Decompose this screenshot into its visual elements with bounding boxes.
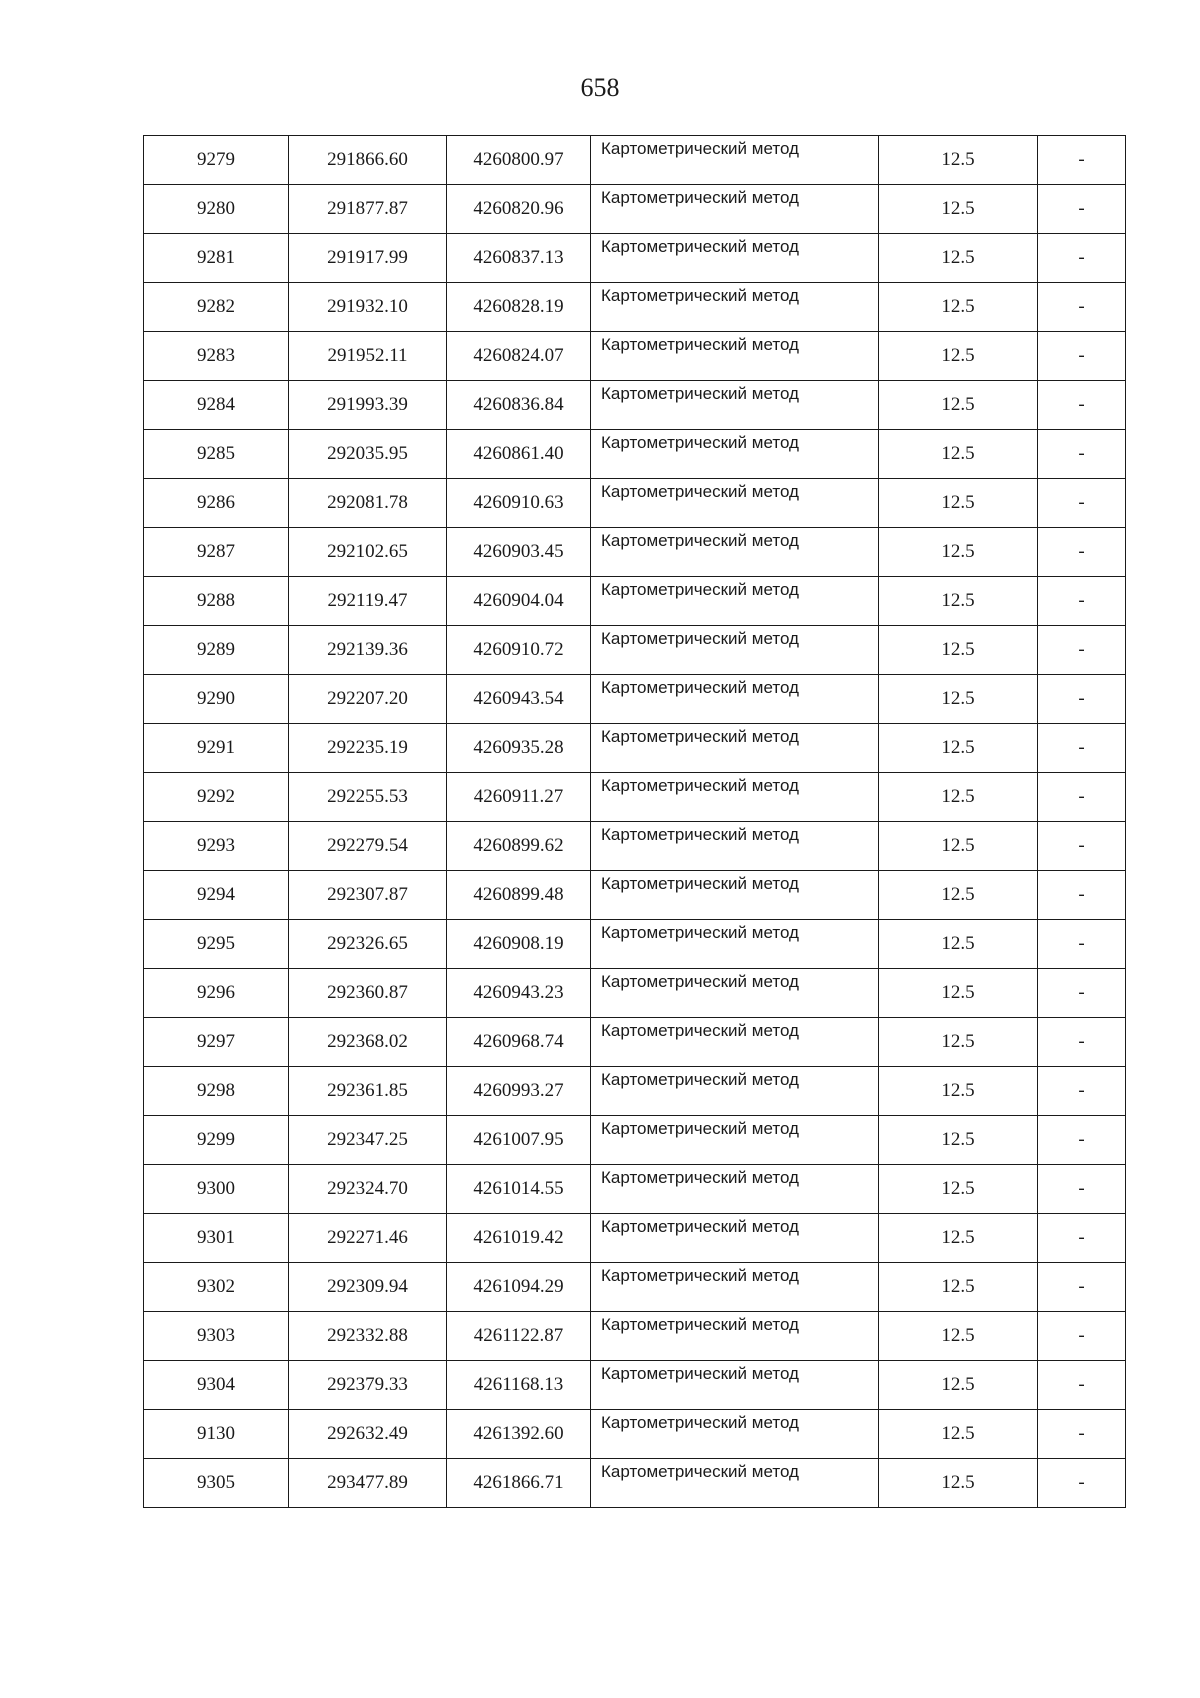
point-number-cell: 9300 (144, 1165, 289, 1214)
accuracy-cell: 12.5 (879, 1165, 1038, 1214)
method-cell: Картометрический метод (591, 1116, 879, 1165)
y-coordinate-cell: 4260837.13 (447, 234, 591, 283)
x-coordinate-cell: 292081.78 (289, 479, 447, 528)
method-cell: Картометрический метод (591, 234, 879, 283)
point-number-cell: 9296 (144, 969, 289, 1018)
accuracy-cell: 12.5 (879, 773, 1038, 822)
description-cell: - (1038, 822, 1126, 871)
table-row (144, 969, 1126, 1018)
method-cell: Картометрический метод (591, 773, 879, 822)
x-coordinate-cell: 292035.95 (289, 430, 447, 479)
point-number-cell: 9304 (144, 1361, 289, 1410)
page-number: 658 (580, 73, 620, 102)
point-number-cell: 9286 (144, 479, 289, 528)
x-coordinate-cell: 292632.49 (289, 1410, 447, 1459)
y-coordinate-cell: 4260903.45 (447, 528, 591, 577)
accuracy-cell: 12.5 (879, 185, 1038, 234)
description-cell: - (1038, 136, 1126, 185)
description-cell: - (1038, 479, 1126, 528)
table-row (144, 1312, 1126, 1361)
description-cell: - (1038, 969, 1126, 1018)
description-cell: - (1038, 185, 1126, 234)
table-row (144, 381, 1126, 430)
y-coordinate-cell: 4260943.54 (447, 675, 591, 724)
accuracy-cell: 12.5 (879, 626, 1038, 675)
point-number-cell: 9283 (144, 332, 289, 381)
point-number-cell: 9284 (144, 381, 289, 430)
y-coordinate-cell: 4260861.40 (447, 430, 591, 479)
accuracy-cell: 12.5 (879, 234, 1038, 283)
y-coordinate-cell: 4261094.29 (447, 1263, 591, 1312)
x-coordinate-cell: 292309.94 (289, 1263, 447, 1312)
y-coordinate-cell: 4260968.74 (447, 1018, 591, 1067)
description-cell: - (1038, 1361, 1126, 1410)
method-cell: Картометрический метод (591, 1410, 879, 1459)
y-coordinate-cell: 4260908.19 (447, 920, 591, 969)
table-row (144, 675, 1126, 724)
point-number-cell: 9292 (144, 773, 289, 822)
point-number-cell: 9291 (144, 724, 289, 773)
x-coordinate-cell: 292235.19 (289, 724, 447, 773)
x-coordinate-cell: 291917.99 (289, 234, 447, 283)
method-cell: Картометрический метод (591, 675, 879, 724)
y-coordinate-cell: 4260899.62 (447, 822, 591, 871)
method-cell: Картометрический метод (591, 1018, 879, 1067)
accuracy-cell: 12.5 (879, 381, 1038, 430)
y-coordinate-cell: 4261007.95 (447, 1116, 591, 1165)
method-cell: Картометрический метод (591, 479, 879, 528)
x-coordinate-cell: 292139.36 (289, 626, 447, 675)
y-coordinate-cell: 4261168.13 (447, 1361, 591, 1410)
y-coordinate-cell: 4261392.60 (447, 1410, 591, 1459)
y-coordinate-cell: 4260910.72 (447, 626, 591, 675)
description-cell: - (1038, 577, 1126, 626)
point-number-cell: 9297 (144, 1018, 289, 1067)
table-row (144, 430, 1126, 479)
x-coordinate-cell: 291993.39 (289, 381, 447, 430)
method-cell: Картометрический метод (591, 1263, 879, 1312)
y-coordinate-cell: 4260935.28 (447, 724, 591, 773)
x-coordinate-cell: 292102.65 (289, 528, 447, 577)
point-number-cell: 9282 (144, 283, 289, 332)
method-cell: Картометрический метод (591, 381, 879, 430)
accuracy-cell: 12.5 (879, 1263, 1038, 1312)
point-number-cell: 9301 (144, 1214, 289, 1263)
point-number-cell: 9302 (144, 1263, 289, 1312)
point-number-cell: 9295 (144, 920, 289, 969)
coordinates-table-body (144, 136, 1126, 1508)
y-coordinate-cell: 4260943.23 (447, 969, 591, 1018)
table-row (144, 479, 1126, 528)
y-coordinate-cell: 4260904.04 (447, 577, 591, 626)
method-cell: Картометрический метод (591, 1067, 879, 1116)
description-cell: - (1038, 1067, 1126, 1116)
method-cell: Картометрический метод (591, 430, 879, 479)
description-cell: - (1038, 1459, 1126, 1508)
method-cell: Картометрический метод (591, 871, 879, 920)
table-row (144, 234, 1126, 283)
description-cell: - (1038, 1018, 1126, 1067)
accuracy-cell: 12.5 (879, 283, 1038, 332)
accuracy-cell: 12.5 (879, 1410, 1038, 1459)
table-row (144, 626, 1126, 675)
table-row (144, 871, 1126, 920)
description-cell: - (1038, 1410, 1126, 1459)
description-cell: - (1038, 675, 1126, 724)
point-number-cell: 9298 (144, 1067, 289, 1116)
y-coordinate-cell: 4260824.07 (447, 332, 591, 381)
y-coordinate-cell: 4260836.84 (447, 381, 591, 430)
table-row (144, 1067, 1126, 1116)
point-number-cell: 9303 (144, 1312, 289, 1361)
y-coordinate-cell: 4261019.42 (447, 1214, 591, 1263)
point-number-cell: 9294 (144, 871, 289, 920)
method-cell: Картометрический метод (591, 822, 879, 871)
table-row (144, 1459, 1126, 1508)
accuracy-cell: 12.5 (879, 577, 1038, 626)
table-row (144, 185, 1126, 234)
description-cell: - (1038, 920, 1126, 969)
accuracy-cell: 12.5 (879, 479, 1038, 528)
table-row (144, 1165, 1126, 1214)
x-coordinate-cell: 292271.46 (289, 1214, 447, 1263)
point-number-cell: 9280 (144, 185, 289, 234)
accuracy-cell: 12.5 (879, 1312, 1038, 1361)
point-number-cell: 9299 (144, 1116, 289, 1165)
description-cell: - (1038, 234, 1126, 283)
point-number-cell: 9293 (144, 822, 289, 871)
x-coordinate-cell: 292379.33 (289, 1361, 447, 1410)
y-coordinate-cell: 4260820.96 (447, 185, 591, 234)
point-number-cell: 9305 (144, 1459, 289, 1508)
y-coordinate-cell: 4260800.97 (447, 136, 591, 185)
point-number-cell: 9288 (144, 577, 289, 626)
y-coordinate-cell: 4261014.55 (447, 1165, 591, 1214)
table-row (144, 773, 1126, 822)
x-coordinate-cell: 291866.60 (289, 136, 447, 185)
coordinates-table (143, 135, 1126, 1508)
description-cell: - (1038, 1116, 1126, 1165)
table-row (144, 822, 1126, 871)
method-cell: Картометрический метод (591, 920, 879, 969)
point-number-cell: 9281 (144, 234, 289, 283)
description-cell: - (1038, 871, 1126, 920)
accuracy-cell: 12.5 (879, 136, 1038, 185)
description-cell: - (1038, 773, 1126, 822)
description-cell: - (1038, 724, 1126, 773)
x-coordinate-cell: 292119.47 (289, 577, 447, 626)
table-row (144, 283, 1126, 332)
description-cell: - (1038, 1214, 1126, 1263)
description-cell: - (1038, 626, 1126, 675)
accuracy-cell: 12.5 (879, 969, 1038, 1018)
table-row (144, 1018, 1126, 1067)
description-cell: - (1038, 1165, 1126, 1214)
description-cell: - (1038, 381, 1126, 430)
accuracy-cell: 12.5 (879, 1214, 1038, 1263)
accuracy-cell: 12.5 (879, 1361, 1038, 1410)
x-coordinate-cell: 292326.65 (289, 920, 447, 969)
description-cell: - (1038, 1312, 1126, 1361)
description-cell: - (1038, 528, 1126, 577)
x-coordinate-cell: 291877.87 (289, 185, 447, 234)
accuracy-cell: 12.5 (879, 675, 1038, 724)
method-cell: Картометрический метод (591, 1214, 879, 1263)
x-coordinate-cell: 292324.70 (289, 1165, 447, 1214)
accuracy-cell: 12.5 (879, 332, 1038, 381)
accuracy-cell: 12.5 (879, 871, 1038, 920)
point-number-cell: 9130 (144, 1410, 289, 1459)
table-row (144, 1361, 1126, 1410)
y-coordinate-cell: 4260899.48 (447, 871, 591, 920)
x-coordinate-cell: 292307.87 (289, 871, 447, 920)
table-row (144, 136, 1126, 185)
description-cell: - (1038, 332, 1126, 381)
method-cell: Картометрический метод (591, 283, 879, 332)
point-number-cell: 9285 (144, 430, 289, 479)
method-cell: Картометрический метод (591, 332, 879, 381)
table-row (144, 1410, 1126, 1459)
table-row (144, 1214, 1126, 1263)
method-cell: Картометрический метод (591, 577, 879, 626)
method-cell: Картометрический метод (591, 528, 879, 577)
table-row (144, 920, 1126, 969)
method-cell: Картометрический метод (591, 1459, 879, 1508)
accuracy-cell: 12.5 (879, 1116, 1038, 1165)
x-coordinate-cell: 292360.87 (289, 969, 447, 1018)
x-coordinate-cell: 292368.02 (289, 1018, 447, 1067)
description-cell: - (1038, 283, 1126, 332)
accuracy-cell: 12.5 (879, 724, 1038, 773)
method-cell: Картометрический метод (591, 1361, 879, 1410)
x-coordinate-cell: 292279.54 (289, 822, 447, 871)
accuracy-cell: 12.5 (879, 528, 1038, 577)
description-cell: - (1038, 430, 1126, 479)
x-coordinate-cell: 292332.88 (289, 1312, 447, 1361)
y-coordinate-cell: 4261122.87 (447, 1312, 591, 1361)
x-coordinate-cell: 292347.25 (289, 1116, 447, 1165)
method-cell: Картометрический метод (591, 969, 879, 1018)
table-row (144, 1116, 1126, 1165)
point-number-cell: 9290 (144, 675, 289, 724)
y-coordinate-cell: 4261866.71 (447, 1459, 591, 1508)
point-number-cell: 9289 (144, 626, 289, 675)
table-row (144, 528, 1126, 577)
y-coordinate-cell: 4260828.19 (447, 283, 591, 332)
x-coordinate-cell: 291932.10 (289, 283, 447, 332)
x-coordinate-cell: 292255.53 (289, 773, 447, 822)
method-cell: Картометрический метод (591, 724, 879, 773)
x-coordinate-cell: 292207.20 (289, 675, 447, 724)
table-row (144, 332, 1126, 381)
point-number-cell: 9279 (144, 136, 289, 185)
point-number-cell: 9287 (144, 528, 289, 577)
method-cell: Картометрический метод (591, 136, 879, 185)
method-cell: Картометрический метод (591, 1165, 879, 1214)
method-cell: Картометрический метод (591, 626, 879, 675)
y-coordinate-cell: 4260993.27 (447, 1067, 591, 1116)
accuracy-cell: 12.5 (879, 1067, 1038, 1116)
table-row (144, 724, 1126, 773)
accuracy-cell: 12.5 (879, 1018, 1038, 1067)
x-coordinate-cell: 291952.11 (289, 332, 447, 381)
description-cell: - (1038, 1263, 1126, 1312)
x-coordinate-cell: 292361.85 (289, 1067, 447, 1116)
x-coordinate-cell: 293477.89 (289, 1459, 447, 1508)
accuracy-cell: 12.5 (879, 1459, 1038, 1508)
accuracy-cell: 12.5 (879, 822, 1038, 871)
method-cell: Картометрический метод (591, 1312, 879, 1361)
table-row (144, 1263, 1126, 1312)
y-coordinate-cell: 4260911.27 (447, 773, 591, 822)
y-coordinate-cell: 4260910.63 (447, 479, 591, 528)
accuracy-cell: 12.5 (879, 920, 1038, 969)
method-cell: Картометрический метод (591, 185, 879, 234)
accuracy-cell: 12.5 (879, 430, 1038, 479)
table-row (144, 577, 1126, 626)
